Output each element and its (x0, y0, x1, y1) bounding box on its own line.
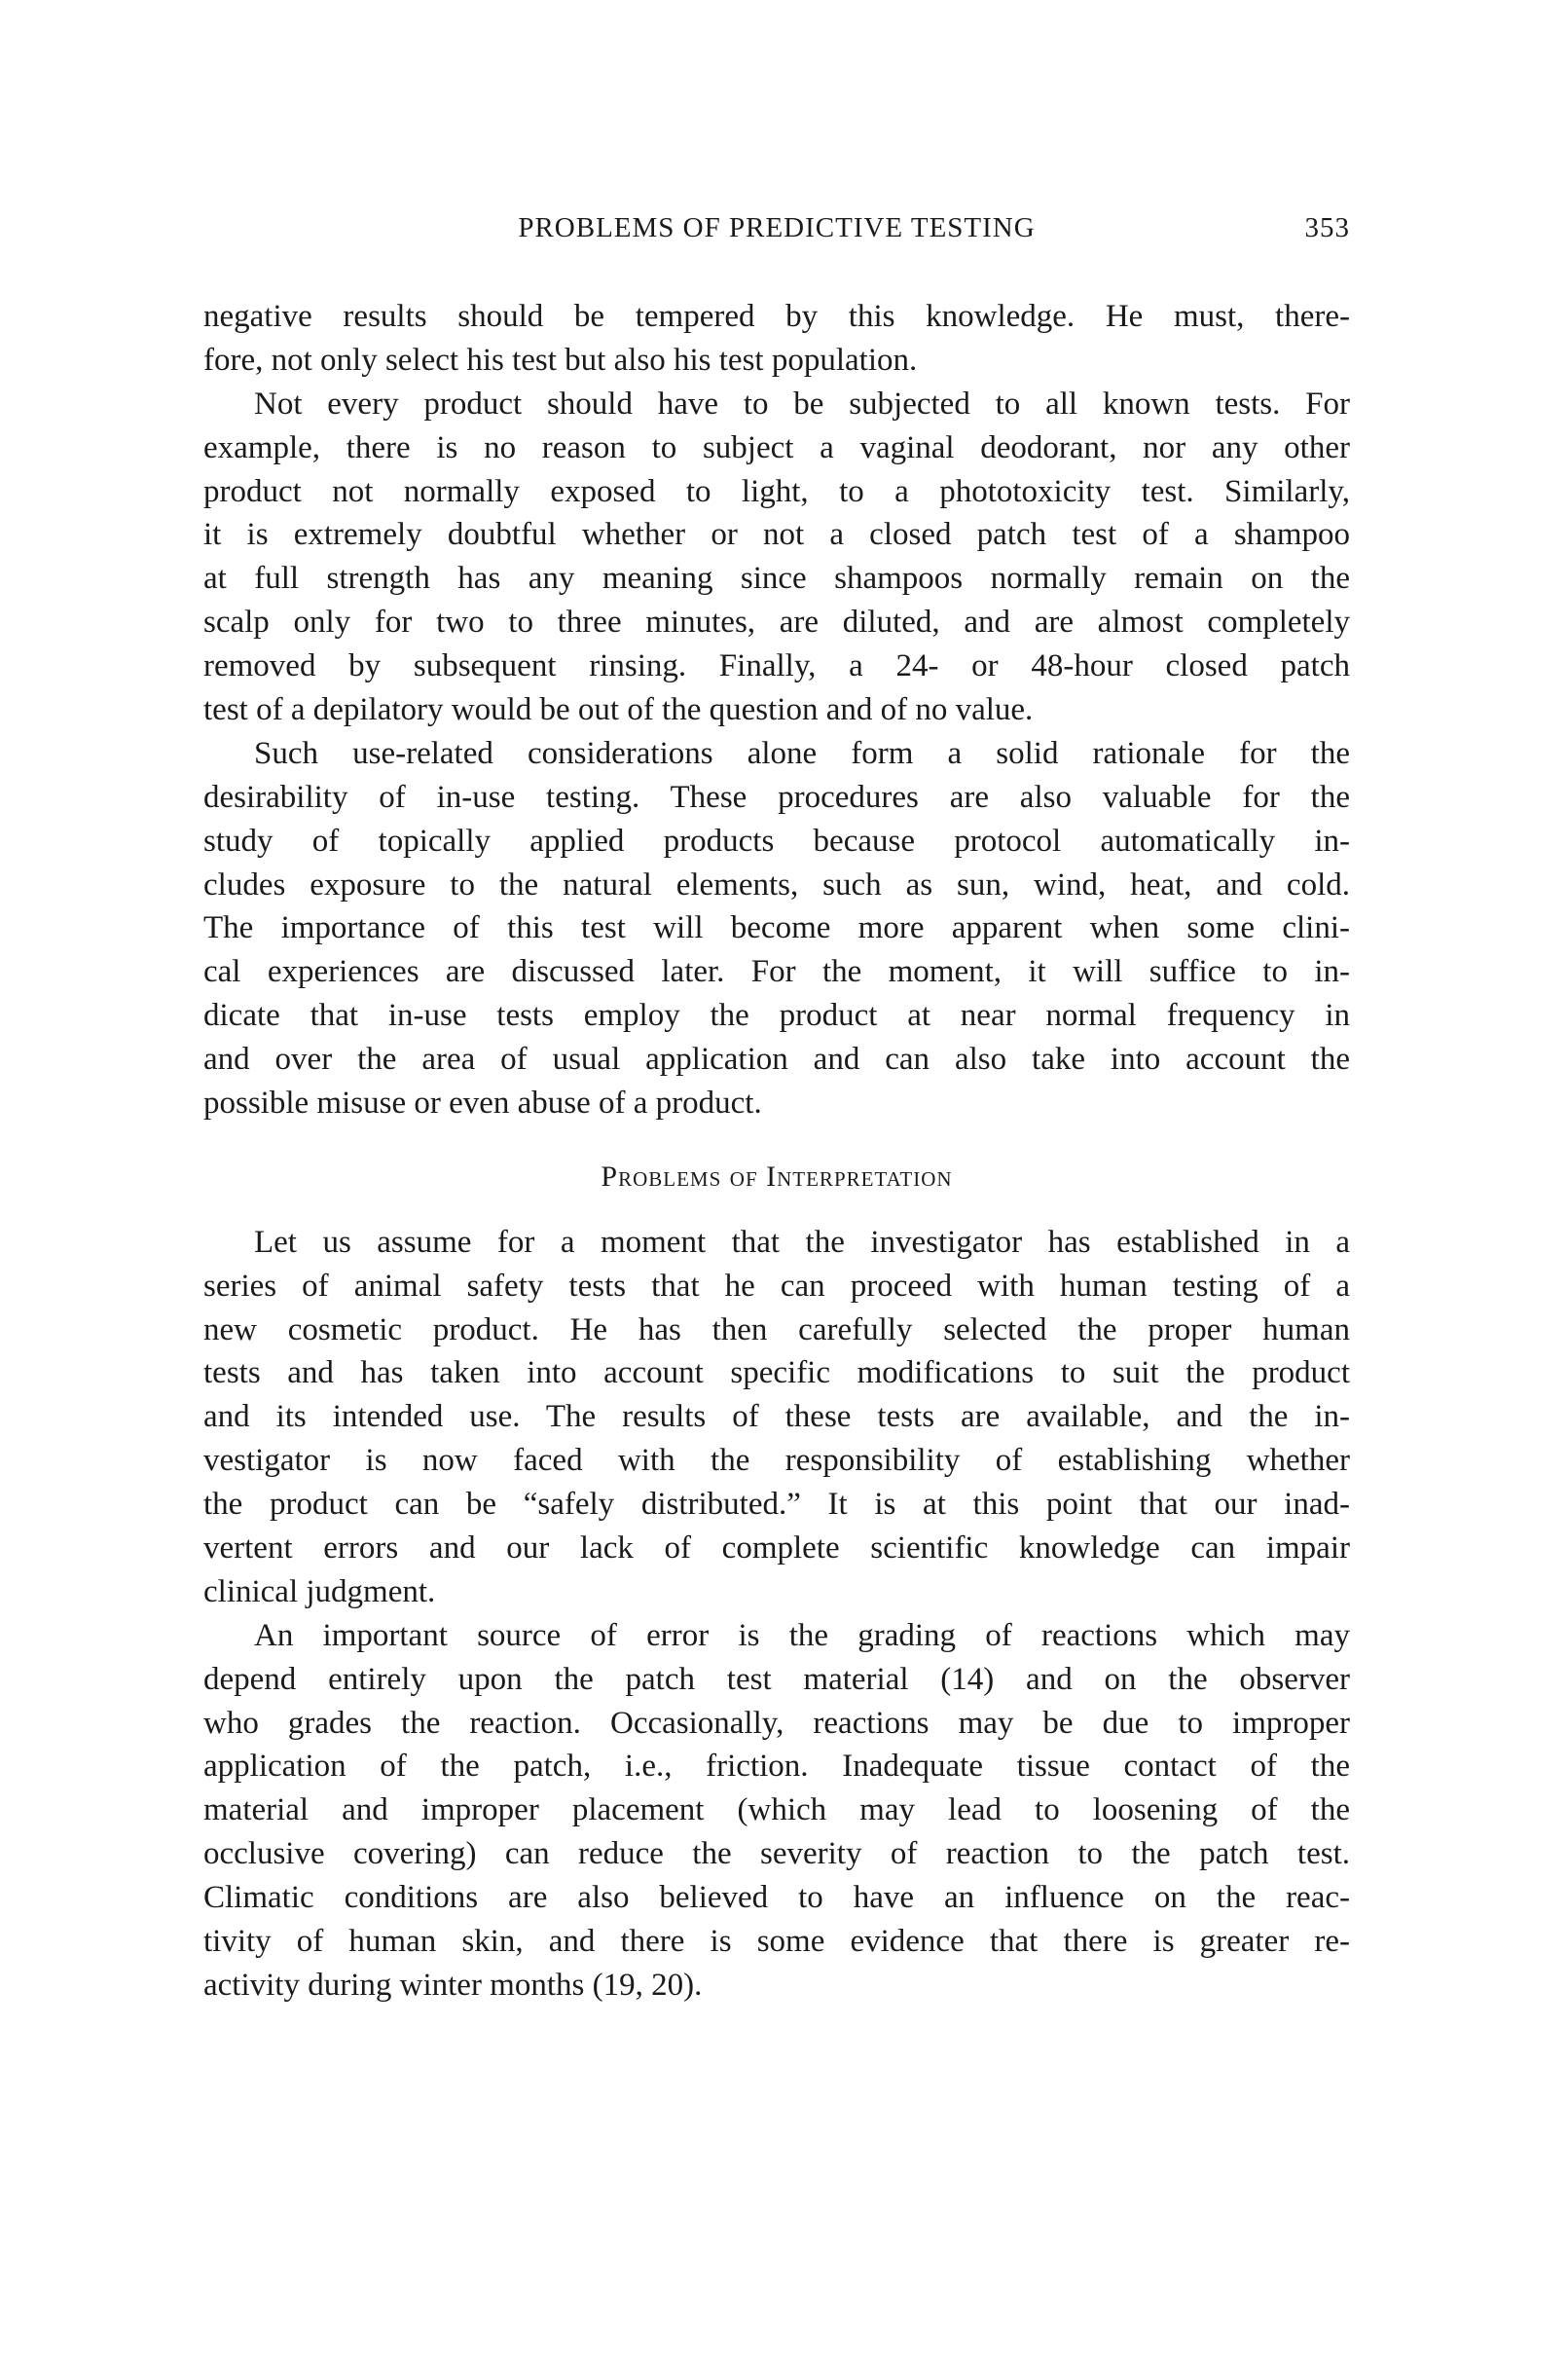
paragraph (203, 1221, 1350, 1614)
text-line: depend entirely upon the patch test material (14) and on the observer (203, 1661, 1350, 1697)
text-line: application of the patch, i.e., friction. Inadequate tissue contact of the (203, 1749, 1350, 1785)
text-line: vestigator is now faced with the responsibility of establishing whether (203, 1443, 1350, 1479)
text-line: Climatic conditions are also believed to have an influence on the reac- (203, 1880, 1350, 1916)
text-line: example, there is no reason to subject a vaginal deodorant, nor any other (203, 429, 1350, 465)
text-line: dicate that in-use tests employ the product at near normal frequency in (203, 998, 1350, 1034)
paragraph (203, 1614, 1350, 2008)
text-line: material and improper placement (which may lead to loosening of the (203, 1792, 1350, 1828)
text-line: negative results should be tempered by this knowledge. He must, there- (203, 299, 1350, 334)
text-line: study of topically applied products because protocol automatically in- (203, 823, 1350, 859)
text-line: possible misuse or even abuse of a product. (203, 1086, 762, 1122)
running-head-title: PROBLEMS OF PREDICTIVE TESTING (518, 212, 1036, 243)
text-line: product not normally exposed to light, to a phototoxicity test. Similarly, (203, 473, 1350, 509)
paragraph (203, 732, 1350, 1125)
text-line: fore, not only select his test but also his test population. (203, 342, 918, 378)
text-line: who grades the reaction. Occasionally, reactions may be due to improper (203, 1705, 1350, 1741)
section-heading: Problems of Interpretation (601, 1160, 953, 1193)
text-line: test of a depilatory would be out of the question and of no value. (203, 692, 1034, 728)
paragraph (203, 383, 1350, 732)
text-line: the product can be “safely distributed.” It is at this point that our inad- (203, 1487, 1350, 1523)
text-line: occlusive covering) can reduce the severity of reaction to the patch test. (203, 1836, 1350, 1872)
text-line: An important source of error is the grading of reactions which may (254, 1617, 1350, 1653)
text-line: cal experiences are discussed later. For the moment, it will suffice to in- (203, 954, 1350, 990)
text-line: vertent errors and our lack of complete scientific knowledge can impair (203, 1530, 1350, 1566)
text-line: Not every product should have to be subjected to all known tests. For (254, 386, 1350, 422)
text-line: The importance of this test will become more apparent when some clini- (203, 910, 1350, 946)
text-line: it is extremely doubtful whether or not a closed patch test of a shampoo (203, 517, 1350, 553)
text-line: tivity of human skin, and there is some evidence that there is greater re- (203, 1923, 1350, 1959)
text-line: new cosmetic product. He has then carefully selected the proper human (203, 1311, 1350, 1347)
text-line: cludes exposure to the natural elements, such as sun, wind, heat, and cold. (203, 866, 1350, 903)
text-line: tests and has taken into account specific modifications to suit the product (203, 1355, 1350, 1391)
paragraph (203, 295, 1350, 383)
text-line: scalp only for two to three minutes, are diluted, and are almost completely (203, 605, 1350, 641)
text-line: clinical judgment. (203, 1573, 436, 1609)
running-head (203, 212, 1350, 255)
text-line: Such use-related considerations alone form a solid rationale for the (254, 735, 1350, 771)
text-line: activity during winter months (19, 20). (203, 1967, 703, 2003)
text-line: and over the area of usual application and can also take into account the (203, 1042, 1350, 1078)
text-line: desirability of in-use testing. These procedures are also valuable for the (203, 779, 1350, 815)
text-line: Let us assume for a moment that the investigator has established in a (254, 1224, 1350, 1260)
page-body (203, 295, 1350, 2008)
text-line: and its intended use. The results of these tests are available, and the in- (203, 1399, 1350, 1435)
text-line: at full strength has any meaning since shampoos normally remain on the (203, 561, 1350, 597)
page-number: 353 (1304, 212, 1350, 243)
text-line: series of animal safety tests that he can proceed with human testing of a (203, 1268, 1350, 1304)
text-line: removed by subsequent rinsing. Finally, a 24- or 48-hour closed patch (203, 648, 1350, 684)
